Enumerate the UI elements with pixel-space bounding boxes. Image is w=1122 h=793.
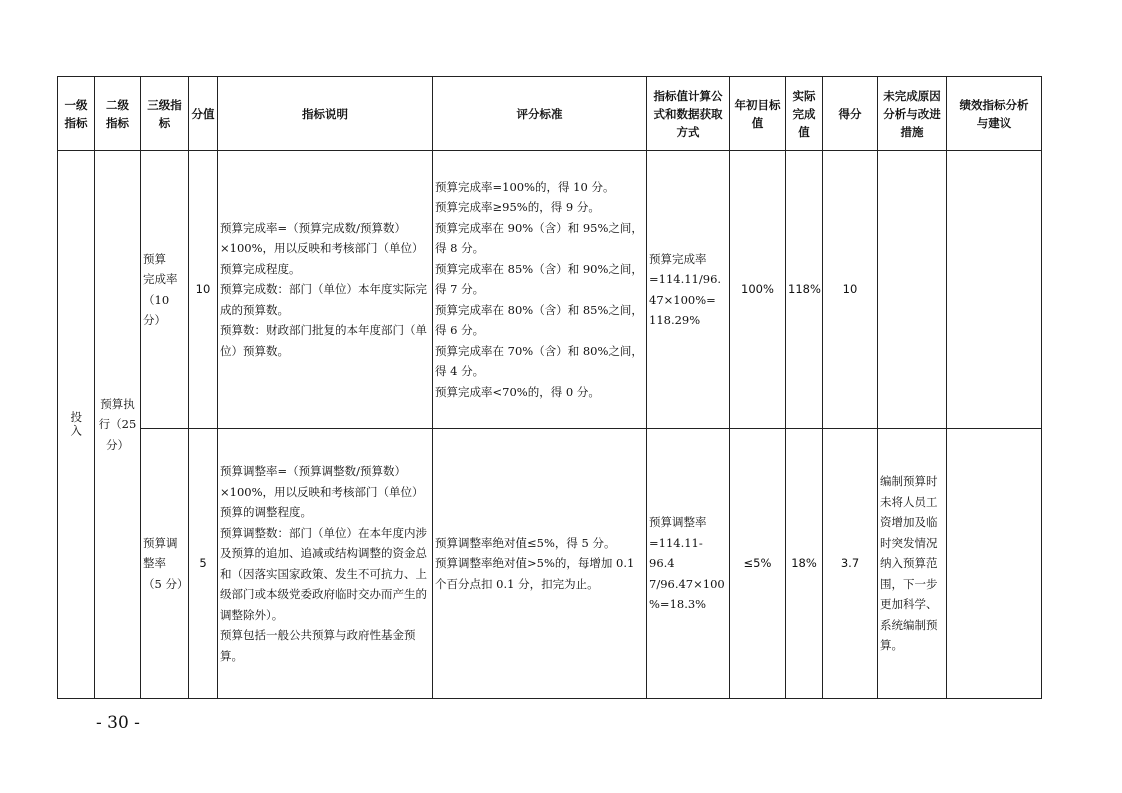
description-cell: 预算调整率=（预算调整数/预算数）×100%，用以反映和考核部门（单位）预算的调整程度。 预算调整数：部门（单位）在本年度内涉及预算的追加、追减或结构调整的资金总和（因落实国家政策、发生不可抗力、上级部门或本级党委政府临时交办而产生的调整除外）。 预算包括一般公共预算与政府性基金预算。 — [218, 429, 433, 699]
actual-cell: 18% — [786, 429, 823, 699]
level2-cell: 预算执 行（25 分） — [95, 151, 141, 699]
description-cell: 预算完成率=（预算完成数/预算数）×100%，用以反映和考核部门（单位）预算完成程度。 预算完成数：部门（单位）本年度实际完成的预算数。 预算数：财政部门批复的本年度部门（单位）预算数。 — [218, 151, 433, 429]
header-level1: 一级 指标 — [58, 77, 95, 151]
level1-label: 投入 — [69, 411, 84, 438]
header-analysis: 绩效指标分析 与建议 — [947, 77, 1042, 151]
header-score: 得分 — [823, 77, 878, 151]
target-cell: ≤5% — [730, 429, 786, 699]
score-cell: 3.7 — [823, 429, 878, 699]
level3-cell: 预算 完成率 （10 分） — [141, 151, 189, 429]
score-value-cell: 5 — [189, 429, 218, 699]
page-number: - 30 - — [96, 713, 140, 733]
analysis-cell — [947, 429, 1042, 699]
table-row — [58, 429, 1042, 699]
actual-cell: 118% — [786, 151, 823, 429]
header-description: 指标说明 — [218, 77, 433, 151]
analysis-cell — [947, 151, 1042, 429]
header-criteria: 评分标准 — [433, 77, 647, 151]
formula-cell: 预算完成率 =114.11/96. 47×100%= 118.29% — [647, 151, 730, 429]
performance-table — [57, 76, 1042, 699]
header-reason: 未完成原因 分析与改进 措施 — [878, 77, 947, 151]
score-cell: 10 — [823, 151, 878, 429]
formula-cell: 预算调整率 =114.11-96.4 7/96.47×100 %=18.3% — [647, 429, 730, 699]
table-header-row — [58, 77, 1042, 151]
target-cell: 100% — [730, 151, 786, 429]
table-row — [58, 151, 1042, 429]
score-value-cell: 10 — [189, 151, 218, 429]
header-level3: 三级指 标 — [141, 77, 189, 151]
level1-cell — [58, 151, 95, 699]
criteria-cell: 预算调整率绝对值≤5%，得 5 分。 预算调整率绝对值>5%的，每增加 0.1 个百分点扣 0.1 分，扣完为止。 — [433, 429, 647, 699]
reason-cell — [878, 151, 947, 429]
header-target: 年初目标 值 — [730, 77, 786, 151]
header-level2: 二级 指标 — [95, 77, 141, 151]
header-score-value: 分值 — [189, 77, 218, 151]
header-formula: 指标值计算公 式和数据获取 方式 — [647, 77, 730, 151]
header-actual: 实际 完成 值 — [786, 77, 823, 151]
criteria-cell: 预算完成率=100%的，得 10 分。 预算完成率≥95%的，得 9 分。 预算完成率在 90%（含）和 95%之间，得 8 分。 预算完成率在 85%（含）和 90%之间，得 7 分。 预算完成率在 80%（含）和 85%之间，得 6 分。 预算完成率在 70%（含）和 80%之间，得 4 分。 预算完成率<70%的，得 0 分。 — [433, 151, 647, 429]
level3-cell: 预算调 整率 （5 分） — [141, 429, 189, 699]
reason-cell: 编制预算时 未将人员工 资增加及临 时突发情况 纳入预算范 围，下一步 更加科学、 系统编制预 算。 — [878, 429, 947, 699]
